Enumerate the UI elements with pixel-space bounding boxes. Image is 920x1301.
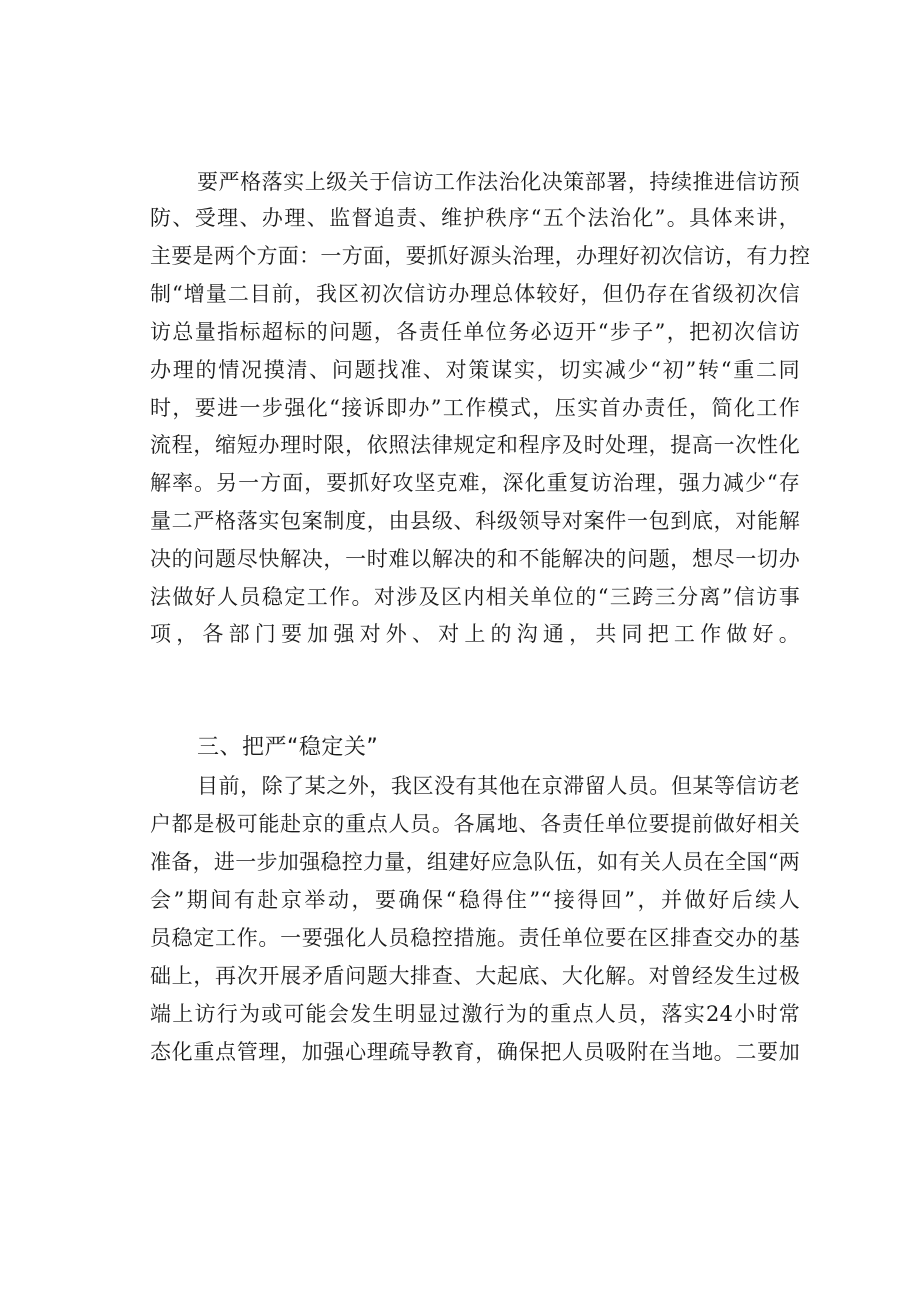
paragraph-line: 础上，再次开展矛盾问题大排查、大起底、大化解。对曾经发生过极 <box>150 964 800 988</box>
paragraph-line: 主要是两个方面：一方面，要抓好源头治理，办理好初次信访，有力控 <box>150 244 811 268</box>
paragraph-line: 态化重点管理，加强心理疏导教育，确保把人员吸附在当地。二要加 <box>150 1040 800 1064</box>
paragraph-line: 准备，进一步加强稳控力量，组建好应急队伍，如有关人员在全国“两 <box>150 850 801 874</box>
paragraph-line: 时，要进一步强化“接诉即办”工作模式，压实首办责任，简化工作 <box>150 396 800 420</box>
paragraph-line: 目前，除了某之外，我区没有其他在京滞留人员。但某等信访老 <box>197 774 800 798</box>
paragraph-line: 员稳定工作。一要强化人员稳控措施。责任单位要在区排查交办的基 <box>150 926 800 950</box>
paragraph-line: 解率。另一方面，要抓好攻坚克难，深化重复访治理，强力减少“存 <box>150 471 800 495</box>
section-heading: 三、把严“稳定关” <box>197 735 379 760</box>
paragraph-line: 办理的情况摸清、问题找准、对策谋实，切实减少“初”转“重二同 <box>150 358 800 382</box>
paragraph-line: 决的问题尽快解决，一时难以解决的和不能解决的问题，想尽一切办 <box>150 547 800 571</box>
paragraph-line: 制“增量二目前，我区初次信访办理总体较好，但仍存在省级初次信 <box>150 282 800 306</box>
paragraph-line: 户都是极可能赴京的重点人员。各属地、各责任单位要提前做好相关 <box>150 812 800 836</box>
paragraph-line: 法做好人员稳定工作。对涉及区内相关单位的“三跨三分离”信访事 <box>150 585 800 609</box>
paragraph-line: 量二严格落实包案制度，由县级、科级领导对案件一包到底，对能解 <box>150 509 800 533</box>
paragraph-line: 要严格落实上级关于信访工作法治化决策部署，持续推进信访预 <box>197 170 800 194</box>
paragraph-line: 端上访行为或可能会发生明显过激行为的重点人员，落实24小时常 <box>150 1002 800 1026</box>
paragraph-line: 访总量指标超标的问题，各责任单位务必迈开“步子”，把初次信访 <box>150 320 800 344</box>
paragraph-line: 防、受理、办理、监督追责、维护秩序“五个法治化”。具体来讲， <box>150 206 800 230</box>
paragraph-line: 会”期间有赴京举动，要确保“稳得住”“接得回”，并做好后续人 <box>150 888 800 912</box>
paragraph-line: 流程，缩短办理时限，依照法律规定和程序及时处理，提高一次性化 <box>150 433 800 457</box>
paragraph-line: 项，各部门要加强对外、对上的沟通，共同把工作做好。 <box>150 622 800 646</box>
